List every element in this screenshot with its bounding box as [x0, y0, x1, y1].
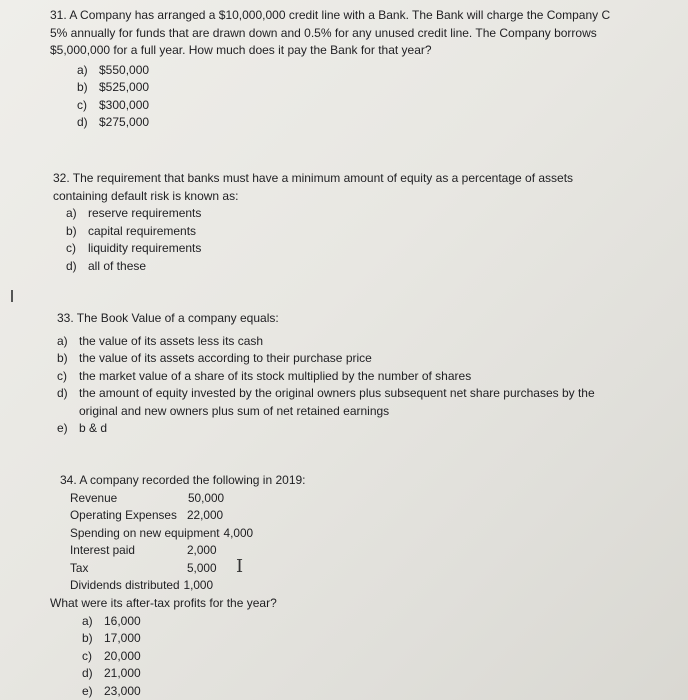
q34-option-c: c) 20,000: [82, 648, 141, 663]
q32-option-c: c) liquidity requirements: [66, 241, 202, 255]
q34-item-dividends: Dividends distributed 1,000: [70, 578, 214, 593]
q32-option-b: b) capital requirements: [66, 223, 197, 238]
q34-option-d: d) 21,000: [82, 666, 141, 681]
q33-option-a: a) the value of its assets less its cash: [57, 333, 264, 348]
q31-option-c: c) $300,000: [77, 97, 150, 112]
q33-option-d: d) the amount of equity invested by the original owners plus subsequent net share purchases by the original and new owners plus sum of net retained earnings: [57, 386, 595, 418]
q31-line-1: 31. A Company has arranged a $10,000,000 credit line with a Bank. The Bank will charge the Company C: [50, 8, 611, 22]
question-32: [53, 170, 673, 275]
q33-option-b: b) the value of its assets according to their purchase price: [57, 351, 372, 365]
margin-mark: [11, 290, 13, 302]
q32-line-2: containing default risk is known as:: [53, 188, 239, 203]
question-34: [50, 472, 660, 700]
q34-question: What were its after-tax profits for the year?: [50, 596, 277, 611]
q34-title: 34. A company recorded the following in 2019:: [60, 473, 306, 487]
q32-option-d: d) all of these: [66, 258, 147, 273]
question-33: [57, 310, 667, 438]
q34-item-revenue: Revenue 50,000: [70, 490, 225, 505]
q34-item-operating-expenses: Operating Expenses 22,000: [70, 508, 224, 523]
q34-option-e: e) 23,000: [82, 683, 141, 698]
q31-option-a: a) $550,000: [77, 62, 150, 77]
q34-option-a: a) 16,000: [82, 613, 141, 628]
q31-line-3: $5,000,000 for a full year. How much does it pay the Bank for that year?: [50, 43, 432, 57]
q31-option-b: b) $525,000: [77, 80, 150, 94]
q31-option-d: d) $275,000: [77, 115, 150, 129]
q32-line-1: 32. The requirement that banks must have a minimum amount of equity as a percentage of assets: [53, 171, 574, 185]
text-cursor-icon: I: [236, 556, 244, 577]
q34-option-b: b) 17,000: [82, 631, 141, 646]
q33-option-c: c) the market value of a share of its stock multiplied by the number of shares: [57, 368, 472, 383]
q33-title: 33. The Book Value of a company equals:: [57, 311, 279, 325]
q34-item-interest: Interest paid 2,000: [70, 543, 217, 558]
q32-option-a: a) reserve requirements: [66, 206, 202, 220]
q31-line-2: 5% annually for funds that are drawn down and 0.5% for any unused credit line. The Company borrows: [50, 25, 597, 40]
q34-item-equipment: Spending on new equipment 4,000: [70, 525, 254, 540]
q34-item-tax: Tax 5,000: [70, 560, 217, 575]
question-31: [50, 7, 680, 132]
q33-option-e: e) b & d: [57, 421, 108, 435]
